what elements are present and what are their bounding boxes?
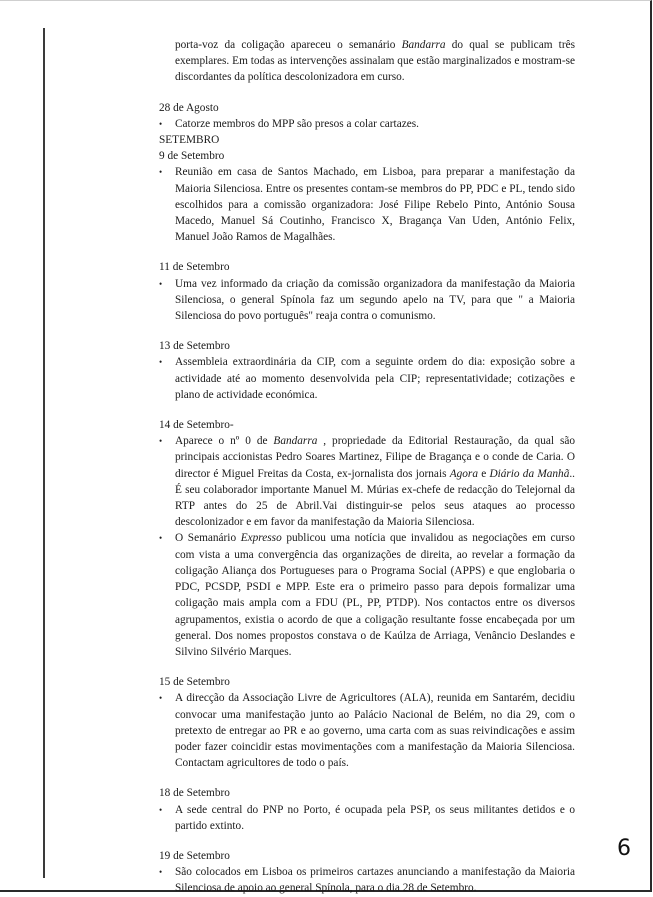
entry-date: 28 de Agosto: [159, 101, 219, 114]
entry-list: [159, 802, 575, 834]
entry-sep18: [159, 785, 575, 834]
entry-list: [159, 164, 575, 245]
document-body: [159, 37, 575, 897]
entry-date: 13 de Setembro: [159, 340, 230, 353]
entry-sep14: [159, 417, 575, 660]
entry-sep11: [159, 259, 575, 324]
list-item: • Uma vez informado da criação da comissão organizadora da manifestação da Maioria Silenciosa, o general Spínola faz um segundo apelo na TV, para que " a Maioria Silenciosa do povo português" reaja contra o comunismo.: [159, 276, 575, 325]
entry-date: 18 de Setembro: [159, 787, 230, 800]
entry-sep15: [159, 674, 575, 771]
entry-list: [159, 276, 575, 325]
entry-list: [159, 690, 575, 771]
entry-sep13: [159, 338, 575, 403]
entry-list: [159, 864, 575, 896]
entry-aug28: [159, 100, 575, 132]
list-item: • O Semanário Expresso publicou uma notícia que invalidou as negociações em curso com vista a uma convergência das organizações de direita, ao revelar a formação da coligação Aliança dos Portugueses para o Programa Social (APPS) e que englobaria o PDC, PCSDP, PSDI e MPP. Este era o primeiro passo para depois formalizar uma coligação mais ampla com a FDU (PL, PP, PTDP). Nos contactos entre os diversos agrupamentos, existia o acordo de que a coligação resultante fosse encabeçada por um general. Dos nomes propostos constava o de Kaúlza de Arriaga, Venâncio Deslandes e Silvino Silvério Marques.: [159, 530, 575, 660]
list-item: • Catorze membros do MPP são presos a colar cartazes.: [159, 116, 575, 132]
list-item: • São colocados em Lisboa os primeiros cartazes anunciando a manifestação da Maioria Silenciosa de apoio ao general Spínola, para o dia 28 de Setembro.: [159, 864, 575, 896]
entry-list: [159, 116, 575, 132]
page-number: 6: [617, 836, 631, 861]
entry-date: 11 de Setembro: [159, 261, 230, 274]
entry-sep9: [159, 148, 575, 245]
month-heading: SETEMBRO: [159, 134, 220, 147]
entry-sep19: [159, 848, 575, 897]
entry-list: [159, 354, 575, 403]
entry-list: [159, 433, 575, 660]
list-item: • Reunião em casa de Santos Machado, em Lisboa, para preparar a manifestação da Maioria Silenciosa. Entre os presentes contam-se membros do PP, PDC e PL, tendo sido escolhidos para a comissão organizadora: José Filipe Rebelo Pinto, António Sousa Macedo, Manuel Sá Coutinho, Francisco X, Bragança Van Uden, António Felix, Manuel João Ramos de Magalhães.: [159, 164, 575, 245]
list-item: • A direcção da Associação Livre de Agricultores (ALA), reunida em Santarém, decidiu convocar uma manifestação junto ao Palácio Nacional de Belém, no dia 29, com o pretexto de entregar ao PR e ao governo, uma carta com as suas reivindicações e assim poder fazer coincidir estas movimentações com a manifestação da Maioria Silenciosa. Contactam agricultores de todo o país.: [159, 690, 575, 771]
intro-text-end: do qual se publicam três exemplares. Em todas as intervenções assinalam que estão marginalizados e mostram-se discordantes da política descolonizadora em curso.: [175, 39, 575, 84]
intro-text: porta-voz da coligação apareceu o semanário: [175, 39, 402, 51]
entry-date: 15 de Setembro: [159, 676, 230, 689]
list-item: • A sede central do PNP no Porto, é ocupada pela PSP, os seus militantes detidos e o partido extinto.: [159, 802, 575, 834]
binding-line: [43, 28, 45, 878]
intro-paragraph: [159, 37, 575, 86]
list-item: • Aparece o nº 0 de Bandarra , propriedade da Editorial Restauração, da qual são principais accionistas Pedro Soares Martinez, Filipe de Bragança e o conde de Caria. O director é Miguel Freitas da Costa, ex-jornalista dos jornais Agora e Diário da Manhã.. É seu colaborador importante Manuel M. Múrias ex-chefe de redacção do Telejornal da RTP antes do 25 de Abril.Vai distinguir-se pelos seus ataques ao processo descolonizador e em favor da manifestação da Maioria Silenciosa.: [159, 433, 575, 530]
list-item: • Assembleia extraordinária da CIP, com a seguinte ordem do dia: exposição sobre a actividade até ao momento desenvolvida pela CIP; representatividade; cotizações e plano de actividade económica.: [159, 354, 575, 403]
intro-italic: Bandarra: [401, 39, 446, 51]
entry-date: 9 de Setembro: [159, 150, 225, 163]
entry-date: 14 de Setembro-: [159, 419, 234, 432]
entry-date: 19 de Setembro: [159, 849, 230, 862]
